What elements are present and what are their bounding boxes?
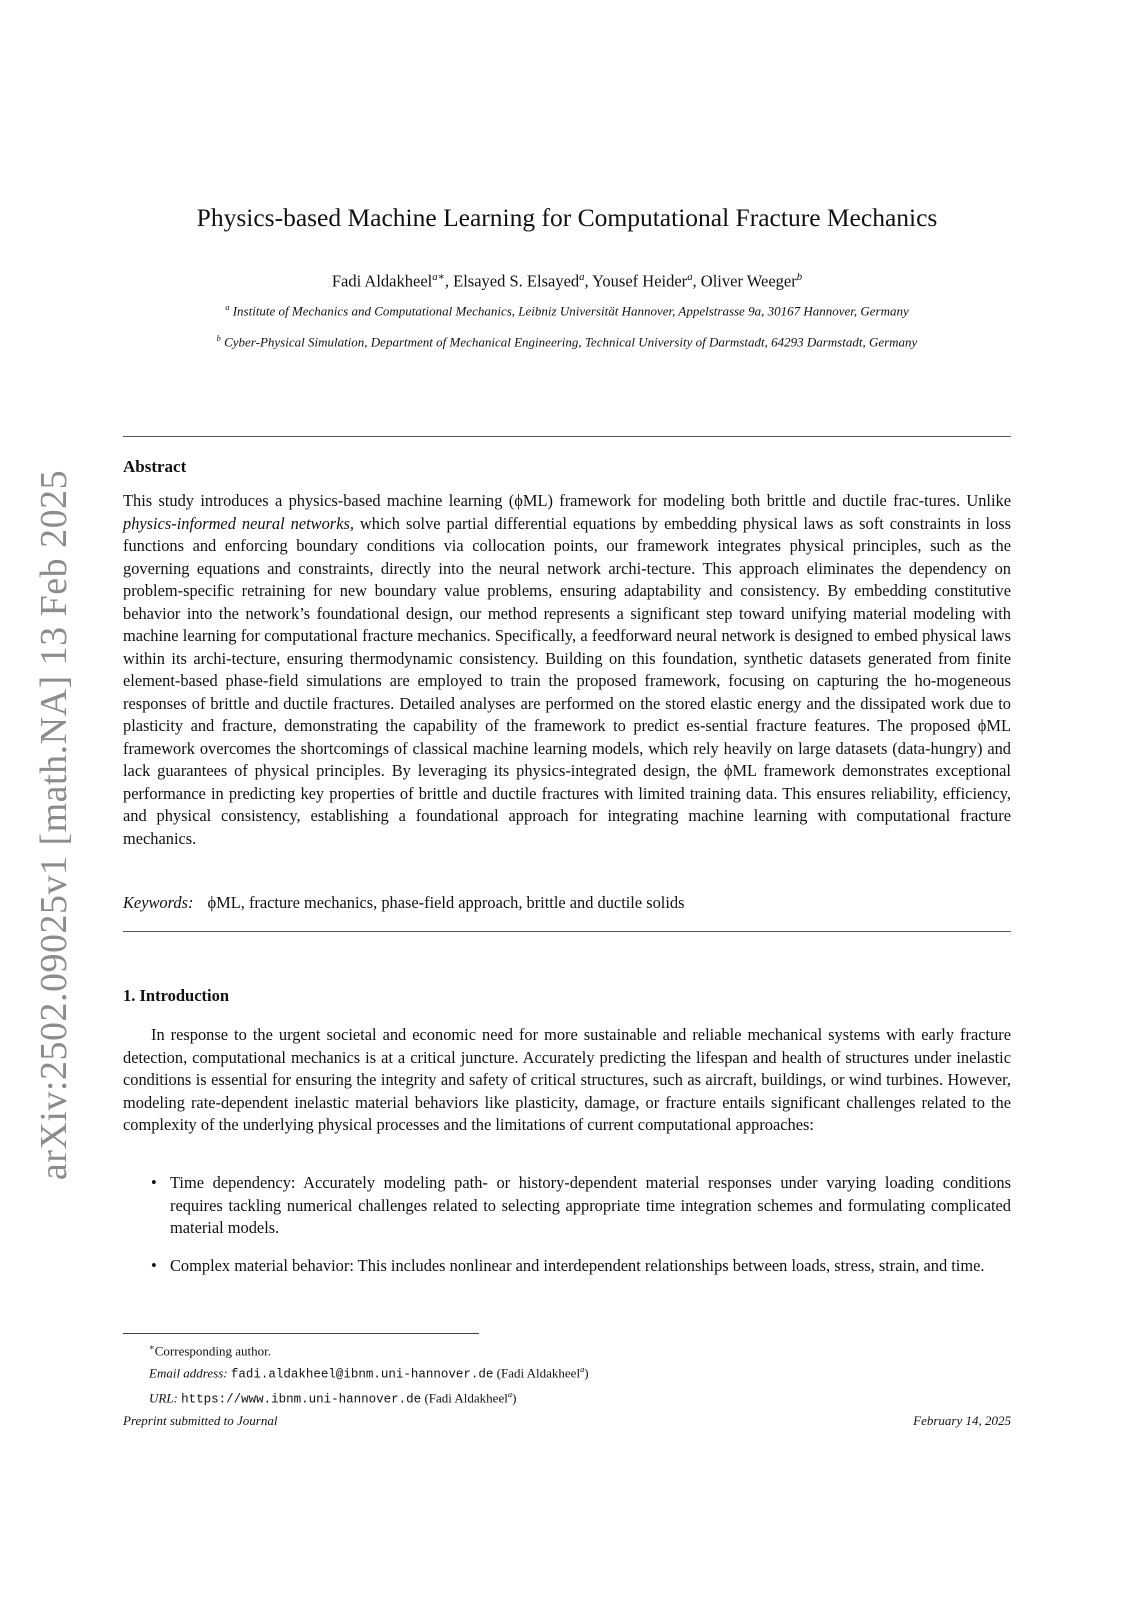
section-heading-introduction: 1. Introduction [123,986,230,1005]
footnote-email [149,1360,589,1384]
author-affil-mark: b [796,271,803,283]
abstract-emphasis: physics-informed neural networks [123,513,350,533]
owner-affil-mark: a [507,1388,513,1399]
footer-venue: Preprint submitted to Journal [123,1413,278,1428]
list-item-text: Complex material behavior: This includes nonlinear and interdependent relationships between loads, stress, strain, and time. [170,1255,985,1275]
affiliation-mark: a [225,302,230,312]
arxiv-sidebar-stamp [24,470,84,1180]
author-name: Fadi Aldakheel [331,271,433,291]
email-label: Email address: [149,1365,228,1381]
footnote-corresponding [149,1338,589,1360]
close-paren: ) [512,1389,517,1405]
abstract-text: This study introduces a physics-based machine learning (ϕML) framework for modeling both brittle and ductile frac-tures. Unlike [123,491,1011,510]
keywords-list: ϕML, fracture mechanics, phase-field approach, brittle and ductile solids [207,893,685,912]
bullet-icon: • [151,1173,157,1192]
email-link[interactable]: fadi.aldakheel@ibnm.uni-hannover.de [230,1367,494,1382]
author-name: Elsayed S. Elsayed [453,271,580,291]
email-owner: (Fadi Aldakheel [496,1365,581,1381]
bullet-icon: • [151,1255,157,1275]
footer-date: February 14, 2025 [913,1413,1011,1428]
affiliation-text: Cyber-Physical Simulation, Department of Mechanical Engineering, Technical University of Darmstadt, 64293 Darmstadt, Germany [224,334,918,350]
list-item [123,1172,1011,1240]
url-label: URL: [149,1389,178,1405]
introduction-bullet-list [123,1172,1011,1292]
author-affil-mark: a∗ [432,271,445,283]
owner-affil-mark: a [580,1364,585,1375]
paper-title: Physics-based Machine Learning for Computational Fracture Mechanics [196,203,938,232]
abstract-top-rule [123,436,1011,437]
abstract-bottom-rule [123,931,1011,932]
abstract-heading: Abstract [123,457,187,476]
affiliation-b [123,333,1011,350]
url-link[interactable]: https://www.ibnm.uni-hannover.de [181,1391,422,1406]
author-affil-mark: a [579,271,585,283]
footnote-rule [123,1333,479,1334]
close-paren: ) [584,1365,589,1381]
url-owner: (Fadi Aldakheel [424,1389,508,1405]
abstract-text: , which solve partial differential equations by embedding physical laws as soft constraints in loss functions and enforcing boundary conditions via collocation points, our framework integrates physical principles, such as the governing equations and constraints, directly into the neural network archi-tecture. This approach eliminates the dependency on problem-specific retraining for new boundary value problems, ensuring adaptability and consistency. By embedding constitutive behavior into the network’s foundational design, our method represents a significant step toward unifying material modeling with machine learning for computational fracture mechanics. Specifically, a feedforward neural network is designed to embed physical laws within its archi-tecture, ensuring thermodynamic consistency. Building on this foundation, synthetic datasets generated from finite element-based phase-field simulations are employed to train the proposed framework, focusing on capturing the ho-mogeneous responses of brittle and ductile fractures. Detailed analyses are performed on the stored elastic energy and the dissipated work due to plasticity and fracture, demonstrating the capability of the framework to predict es-sential fracture features. The proposed ϕML framework overcomes the shortcomings of classical machine learning models, which rely heavily on large datasets (data-hungry) and lack guarantees of physical principles. By leveraging its physics-integrated design, the ϕML framework demonstrates exceptional performance in predicting key properties of brittle and ductile fractures with limited training data. This ensures reliability, efficiency, and physical consistency, establishing a foundational approach for integrating machine learning with computational fracture mechanics. [123,513,1011,848]
affiliation-mark: b [216,333,221,343]
keywords-label: Keywords: [123,893,194,912]
author-name: Oliver Weeger [700,271,797,291]
abstract-body [123,490,1011,850]
author-list: Fadi Aldakheel$^{a∗}$, Elsayed S. Elsayed$^a$, Yousef Heider$^a$, Oliver Weeger$^b$ [331,271,803,291]
footnote-mark: ∗ [149,1342,155,1352]
footnote-text: Corresponding author. [154,1343,272,1359]
footnotes [149,1338,589,1409]
affiliation-text: Institute of Mechanics and Computational Mechanics, Leibniz Universität Hannover, Appelstrasse 9a, 30167 Hannover, Germany [232,303,909,319]
footnote-url [149,1385,589,1409]
list-item-text: Time dependency: Accurately modeling path- or history-dependent material responses under varying loading conditions requires tackling numerical challenges related to selecting appropriate time integration schemes and formulating complicated material models. [170,1173,1011,1237]
author-affil-mark: a [687,271,693,283]
list-item [123,1255,1011,1278]
author-name: Yousef Heider [592,271,688,291]
affiliation-a [123,302,1011,319]
arxiv-identifier: arXiv:2502.09025v1 [math.NA] 13 Feb 2025 [33,469,75,1181]
keywords-line [123,893,1011,913]
introduction-paragraph: In response to the urgent societal and economic need for more sustainable and reliable mechanical systems with early fracture detection, computational mechanics is at a critical juncture. Accurately predicting the lifespan and health of structures under inelastic conditions is essential for ensuring the integrity and safety of critical structures, such as aircraft, buildings, or wind turbines. However, modeling rate-dependent inelastic material behaviors like plasticity, damage, or fracture entails significant challenges related to the complexity of the underlying physical processes and the limitations of current computational approaches: [123,1025,1011,1134]
